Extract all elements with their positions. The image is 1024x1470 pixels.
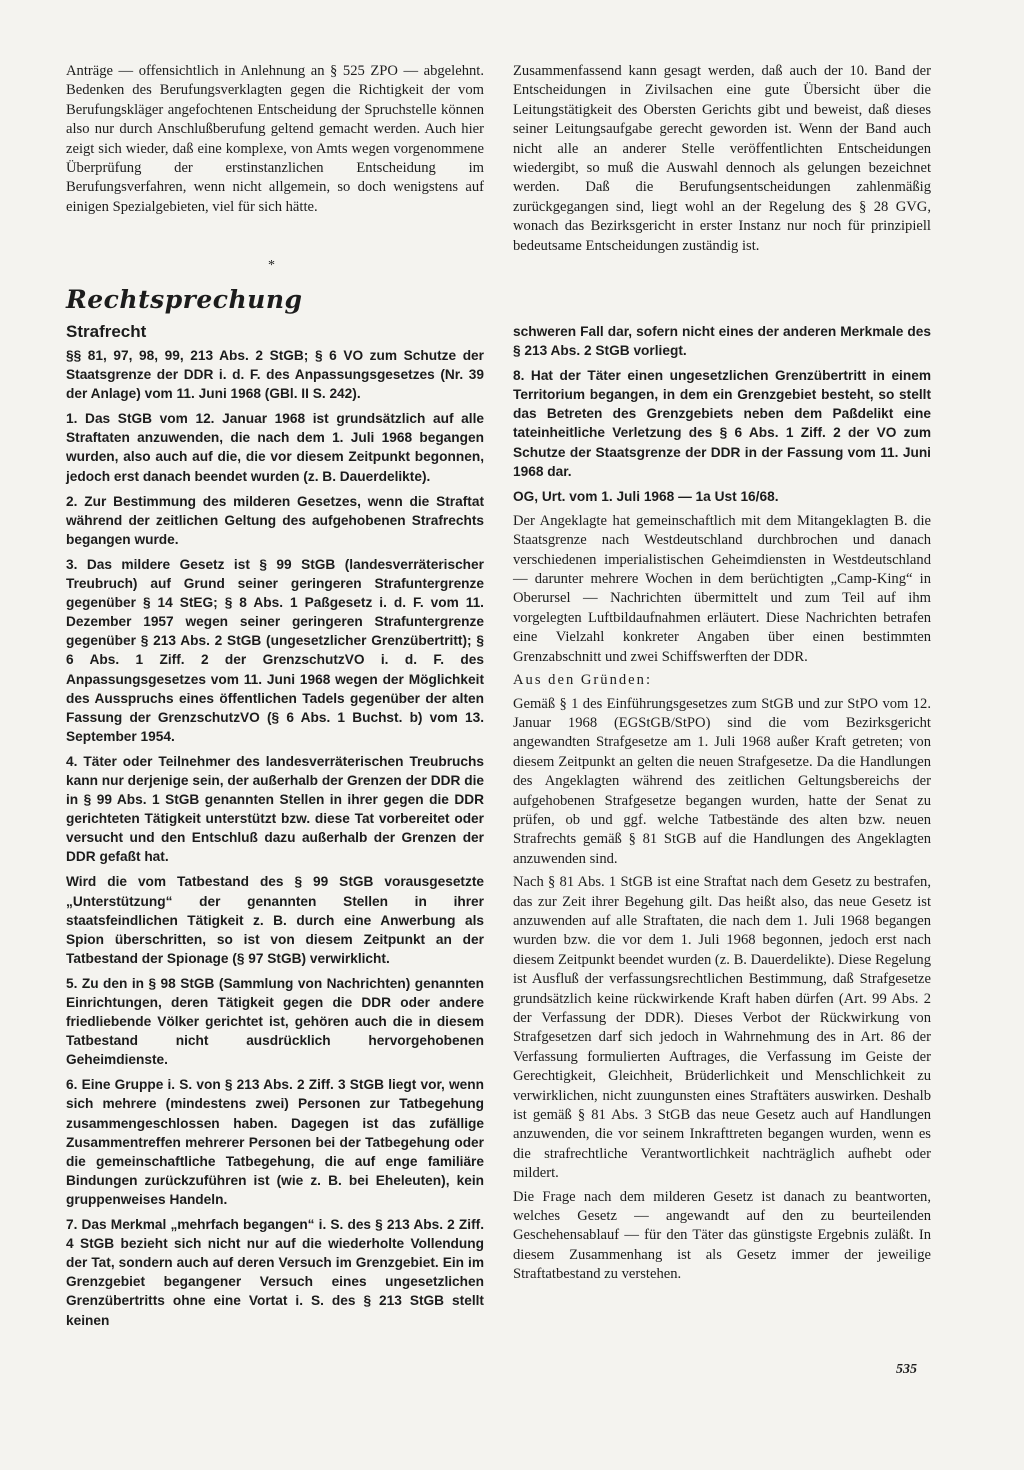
paragraph: Zusammenfassend kann gesagt werden, daß auch der 10. Band der Entscheidungen in Zivilsachen eine gute Übersicht über die Leitungstätigkeit des Obersten Gerichts gibt und beweist, daß dieses seiner Leitungsaufgabe gerecht geworden ist. Wenn der Band auch nicht alle an anderer Stelle veröffentlichten Entscheidungen wiedergibt, so muß die Auswahl dennoch als gelungen bezeichnet werden. Daß die Berufungsentscheidungen zahlenmäßig zurückgegangen sind, liegt wohl an der Regelung des § 28 GVG, wonach das Bezirksgericht in erster Instanz nur noch für prinzipiell bedeutsame Entscheidungen zuständig ist.: [513, 63, 931, 254]
right-column-body: [513, 322, 931, 1289]
headnote: 6. Eine Gruppe i. S. von § 213 Abs. 2 Ziff. 3 StGB liegt vor, wenn sich mehrere (mindestens zwei) Personen zur Tatbegehung zusammengeschlossen haben. Dagegen ist das zufällige Zusammentreffen mehrerer Personen bei der Tatbegehung oder die gemeinschaftliche Tatbegehung, die auf enge familiäre Bindungen zurückzuführen ist (wie z. B. bei Eheleuten), kein gruppenweises Handeln.: [66, 1077, 484, 1207]
left-column-headnotes: [66, 346, 484, 1336]
headnote: Wird die vom Tatbestand des § 99 StGB vorausgesetzte „Unterstützung“ der genannten Stellen in ihrer staatsfeindlichen Tätigkeit z. B. durch eine Anwerbung als Spion überschritten, so ist von diesem Zeitpunkt an der Tatbestand der Spionage (§ 97 StGB) verwirklicht.: [66, 874, 484, 966]
paragraph: Gemäß § 1 des Einführungsgesetzes zum StGB und zur StPO vom 12. Januar 1968 (EGStGB/StPO) sind die vom Bezirksgericht angewandten Strafgesetze am 1. Juli 1968 außer Kraft getreten; von diesem Zeitpunkt an gelten die neuen Strafgesetze. Da die Handlungen des Angeklagten während des zeitlichen Geltungsbereichs der aufgehobenen Strafgesetze begangen wurden, hatte der Senat zu prüfen, ob und ggf. welche Tatbestände des alten bzw. neuen Strafrechts gemäß § 81 StGB auf die Handlungen des Angeklagten anzuwenden sind.: [513, 695, 931, 867]
paragraph: Nach § 81 Abs. 1 StGB ist eine Straftat nach dem Gesetz zu bestrafen, das zur Zeit ihrer Begehung gilt. Das heißt also, das neue Gesetz ist anzuwenden auf alle Straftaten, die nach dem 1. Juli 1968 begangen wurden bzw. die vor dem 1. Juli 1968 begonnen, jedoch erst nach diesem Zeitpunkt beendet wurden (z. B. Dauerdelikte). Diese Regelung ist Ausfluß der verfassungsrechtlichen Bestimmung, daß Strafgesetze grundsätzlich keine rückwirkende Kraft haben dürfen (Art. 99 Abs. 2 der Verfassung der DDR). Dieses Verbot der Rückwirkung von Strafgesetzen darf sich jedoch in Wahrnehmung des in Art. 86 der Verfassung formulierten Auftrages, die Verfassung im Geiste der Gerechtigkeit, Gleichheit, Brüderlichkeit und Menschlichkeit zu verwirklichen, nicht zuungunsten eines Straftäters auswirken. Deshalb ist gemäß § 81 Abs. 3 StGB das neue Gesetz auch auf Handlungen anzuwenden, die vor seinem Inkrafttreten begangen wurden, wenn es die strafrechtliche Verantwortlichkeit nachträglich aufhebt oder mildert.: [513, 874, 931, 1182]
headnote: 8. Hat der Täter einen ungesetzlichen Grenzübertritt in einem Territorium begangen, in dem ein Grenzgebiet besteht, so stellt das Betreten des Grenzgebiets neben dem Paßdelikt eine tateinheitliche Verletzung des § 6 Abs. 1 Ziff. 2 der VO zum Schutze der Staatsgrenze der DDR in der Fassung vom 11. Juni 1968 dar.: [513, 368, 931, 479]
headnote: §§ 81, 97, 98, 99, 213 Abs. 2 StGB; § 6 VO zum Schutze der Staatsgrenze der DDR i. d. F. des Anpassungsgesetzes (Nr. 39 der Anlage) vom 11. Juni 1968 (GBl. II S. 242).: [66, 348, 484, 402]
headnote: 7. Das Merkmal „mehrfach begangen“ i. S. des § 213 Abs. 2 Ziff. 4 StGB bezieht sich nicht nur auf die wiederholte Vollendung der Tat, sondern auch auf deren Versuch im Grenzgebiet. Ein im Grenzgebiet begangener Versuch eines ungesetzlichen Grenzübertritts ohne eine Vortat i. S. des § 213 StGB stellt keinen: [66, 1217, 484, 1328]
section-heading: Rechtsprechung: [66, 285, 303, 314]
page-number: 535: [896, 1362, 917, 1377]
headnote: 1. Das StGB vom 12. Januar 1968 ist grundsätzlich auf alle Straftaten anzuwenden, die nach dem 1. Juli 1968 begangen wurden, also auch auf die, die vor diesem Zeitpunkt begonnen, jedoch erst danach beendet wurden (z. B. Dauerdelikte).: [66, 411, 484, 484]
left-column-intro: [66, 62, 484, 217]
section-label: Aus den Gründen:: [513, 672, 653, 689]
right-column-intro: [513, 62, 931, 256]
headnote: schweren Fall dar, sofern nicht eines der anderen Merkmale des § 213 Abs. 2 StGB vorliegt.: [513, 324, 931, 359]
headnote: 4. Täter oder Teilnehmer des landesverräterischen Treubruchs kann nur derjenige sein, der außerhalb der Grenzen der DDR die in § 99 Abs. 1 StGB genannten Stellen in ihrer gegen die DDR gerichteten Tätigkeit unterstützt bzw. diese Tat vorbereitet oder versucht und den Entschluß dazu außerhalb der Grenzen der DDR gefaßt hat.: [66, 753, 484, 865]
headnote: 3. Das mildere Gesetz ist § 99 StGB (landesverräterischer Treubruch) auf Grund seiner geringeren Strafuntergrenze gegenüber § 14 StEG; § 8 Abs. 1 Paßgesetz i. d. F. vom 11. Dezember 1957 wegen seiner geringeren Strafuntergrenze gegenüber § 213 Abs. 2 StGB (ungesetzlicher Grenzübertritt); § 6 Abs. 1 Ziff. 2 der GrenzschutzVO i. d. F. des Anpassungsgesetzes vom 11. Juni 1968 wegen der Möglichkeit des Ausspruchs eines öffentlichen Tadels gegenüber der alten Fassung der GrenzschutzVO (§ 6 Abs. 1 Buchst. b) vom 13. September 1954.: [66, 556, 484, 744]
paragraph: Der Angeklagte hat gemeinschaftlich mit dem Mitangeklagten B. die Staatsgrenze nach Westdeutschland durchbrochen und danach verschiedenen imperialistischen Geheimdiensten in Westdeutschland — darunter mehrere Wochen in dem berüchtigten „Camp-King“ in Oberursel — Nachrichten übermittelt und zum Teil auf ihm vorgelegten Luftbildaufnahmen erläutert. Diese Nachrichten betrafen eine Vielzahl konkreter Angaben über einen bestimmten Grenzabschnitt und zwei Schiffswerften der DDR.: [513, 512, 931, 665]
headnote: 5. Zu den in § 98 StGB (Sammlung von Nachrichten) genannten Einrichtungen, deren Tätigkeit gegen die DDR oder andere friedliebende Völker gerichtet ist, gehören auch die in diesem Tatbestand nicht ausdrücklich hervorgehobenen Geheimdienste.: [66, 975, 484, 1068]
paragraph: Die Frage nach dem milderen Gesetz ist danach zu beantworten, welches Gesetz — angewandt auf den zu beurteilenden Geschehensablauf — für den Täter das günstigste Ergebnis zuläßt. In diesem Zusammenhang ist als Gesetz immer der jeweilige Straftatbestand zu verstehen.: [513, 1188, 931, 1283]
subheading: Strafrecht: [66, 322, 147, 341]
section-separator: *: [268, 258, 275, 273]
paragraph: Anträge — offensichtlich in Anlehnung an § 525 ZPO — abgelehnt. Bedenken des Berufungsverklagten gegen die Richtigkeit der vom Berufungskläger angefochtenen Entscheidung der Spruchstelle können also nur durch Anschlußberufung geltend gemacht werden. Auch hier zeigt sich wieder, daß eine komplexe, von Amts wegen vorgenommene Überprüfung der erstinstanzlichen Entscheidung im Berufungsverfahren, wenn nicht allgemein, so doch wenigstens auf einigen Spezialgebieten, viel für sich hätte.: [66, 63, 484, 215]
headnote: 2. Zur Bestimmung des milderen Gesetzes, wenn die Straftat während der zeitlichen Geltung des aufgehobenen Strafrechts begangen wurde.: [66, 493, 484, 547]
citation: OG, Urt. vom 1. Juli 1968 — 1a Ust 16/68.: [513, 488, 779, 504]
